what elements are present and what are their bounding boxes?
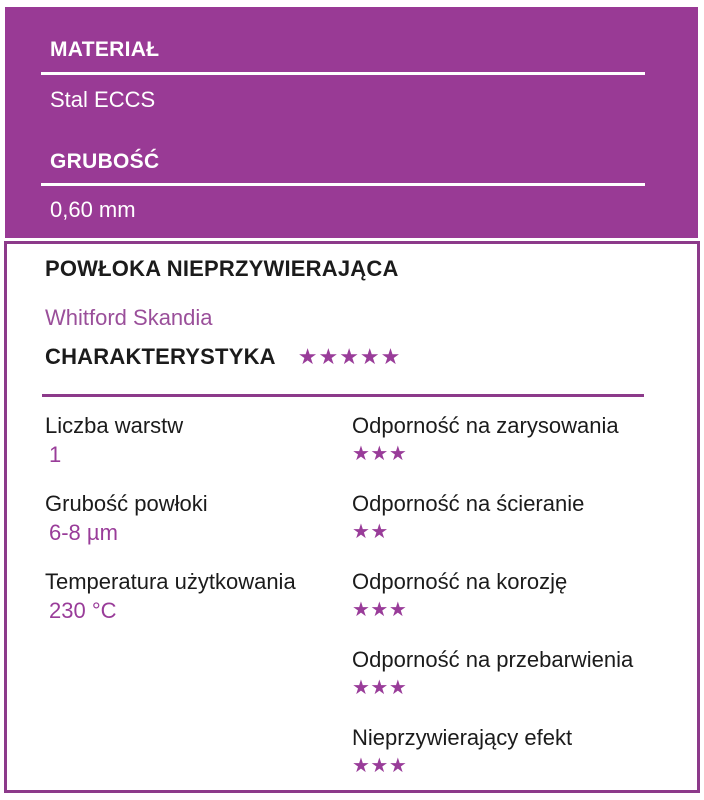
rating-item-nonstick-effect — [352, 724, 689, 800]
rating-label: Odporność na ścieranie — [352, 491, 585, 516]
characteristics-label: CHARAKTERYSTYKA — [45, 344, 276, 369]
spec-column-ratings — [352, 412, 689, 800]
rating-label: Nieprzywierający efekt — [352, 725, 573, 750]
section-divider — [42, 394, 644, 397]
spec-label: Temperatura użytkowania — [45, 569, 296, 594]
coating-panel — [4, 241, 700, 793]
spec-item-layers — [45, 412, 352, 490]
thickness-underline — [41, 183, 645, 186]
rating-stars: ★★★ — [352, 755, 408, 777]
rating-item-scratch-resistance — [352, 412, 689, 490]
rating-label: Odporność na korozję — [352, 569, 568, 594]
coating-title: POWŁOKA NIEPRZYWIERAJĄCA — [45, 256, 399, 281]
spec-value: 230 °C — [49, 598, 117, 623]
overall-rating-stars: ★★★★★ — [297, 344, 402, 369]
rating-stars: ★★★ — [352, 677, 408, 699]
spec-column-values — [45, 412, 352, 800]
rating-label: Odporność na zarysowania — [352, 413, 619, 438]
rating-stars: ★★ — [352, 521, 389, 543]
material-header-panel — [5, 7, 698, 238]
spec-item-usage-temperature — [45, 568, 352, 646]
thickness-label: GRUBOŚĆ — [50, 150, 160, 173]
material-label: MATERIAŁ — [50, 38, 160, 61]
rating-item-corrosion-resistance — [352, 568, 689, 646]
spec-columns — [45, 412, 689, 800]
spec-value: 1 — [49, 442, 62, 467]
coating-brand-name: Whitford Skandia — [45, 305, 213, 330]
material-underline — [41, 72, 645, 75]
spec-label: Grubość powłoki — [45, 491, 208, 516]
rating-item-discoloration-resistance — [352, 646, 689, 724]
characteristics-row — [45, 344, 401, 370]
rating-stars: ★★★ — [352, 599, 408, 621]
thickness-value: 0,60 mm — [50, 197, 136, 222]
rating-stars: ★★★ — [352, 443, 408, 465]
spec-value: 6-8 µm — [49, 520, 118, 545]
spec-label: Liczba warstw — [45, 413, 184, 438]
material-value: Stal ECCS — [50, 87, 156, 112]
rating-label: Odporność na przebarwienia — [352, 647, 634, 672]
rating-item-abrasion-resistance — [352, 490, 689, 568]
spec-item-coating-thickness — [45, 490, 352, 568]
